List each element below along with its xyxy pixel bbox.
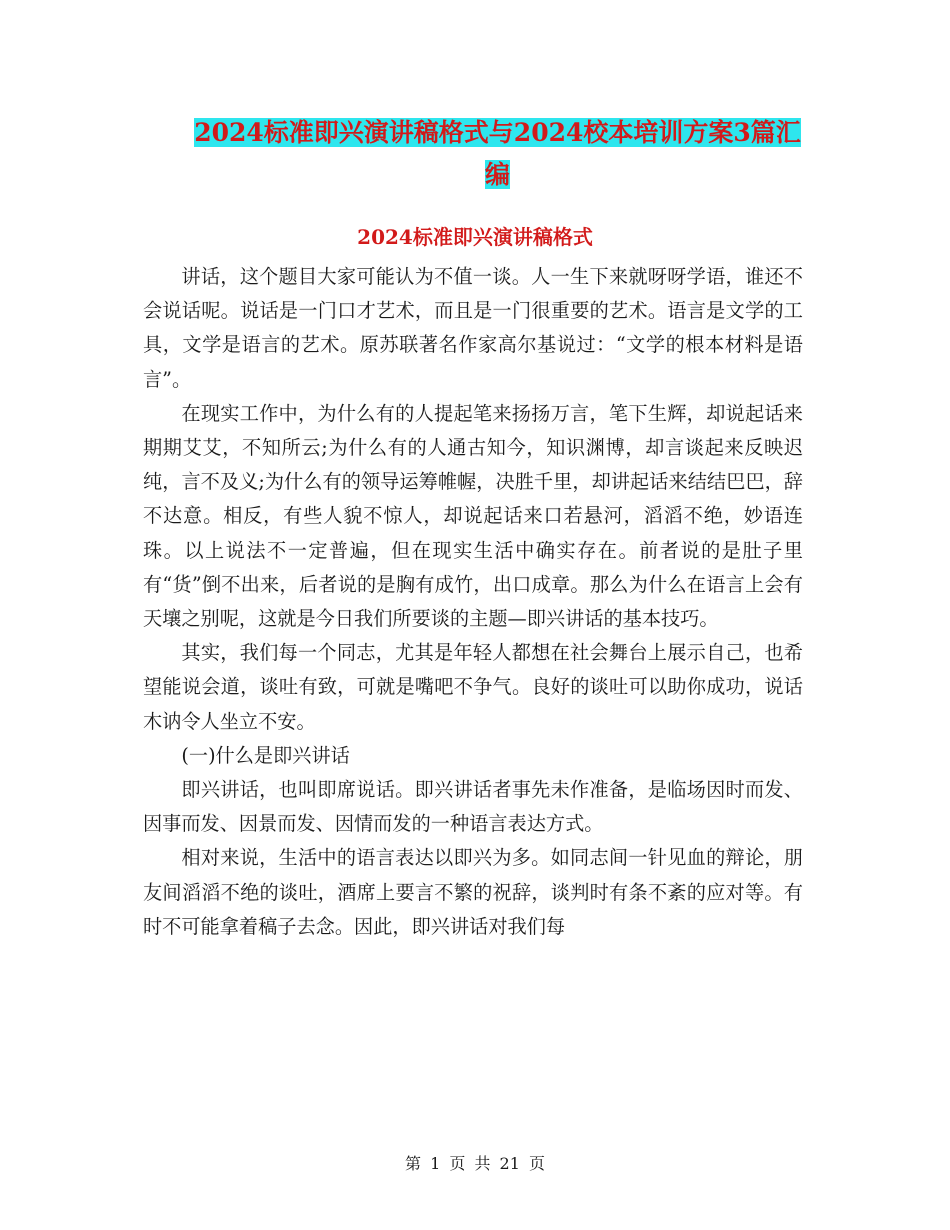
paragraph: 即兴讲话，也叫即席说话。即兴讲话者事先未作准备，是临场因时而发、因事而发、因景而发、因情而发的一种语言表达方式。 bbox=[143, 778, 803, 836]
paragraph: 其实，我们每一个同志，尤其是年轻人都想在社会舞台上展示自己，也希望能说会道，谈吐有致，可就是嘴吧不争气。良好的谈吐可以助你成功，说话木讷令人坐立不安。 bbox=[143, 641, 803, 733]
body-text bbox=[143, 260, 803, 944]
subheading: (一)什么是即兴讲话 bbox=[181, 743, 350, 767]
section-title: 2024标准即兴演讲稿格式 bbox=[357, 225, 593, 249]
page-footer: 第 1 页 共 21 页 bbox=[405, 1154, 545, 1173]
document-title-text: 2024标准即兴演讲稿格式与2024校本培训方案3篇汇编 bbox=[194, 118, 801, 189]
paragraph: 相对来说，生活中的语言表达以即兴为多。如同志间一针见血的辩论，朋友间滔滔不绝的谈吐，酒席上要言不繁的祝辞，谈判时有条不紊的应对等。有时不可能拿着稿子去念。因此，即兴讲话对我们每 bbox=[143, 846, 803, 938]
document-title bbox=[185, 112, 810, 196]
paragraph: 讲话，这个题目大家可能认为不值一谈。人一生下来就呀呀学语，谁还不会说话呢。说话是一门口才艺术，而且是一门很重要的艺术。语言是文学的工具，文学是语言的艺术。原苏联著名作家高尔基说过：“文学的根本材料是语言”。 bbox=[143, 265, 803, 391]
paragraph: 在现实工作中，为什么有的人提起笔来扬扬万言，笔下生辉，却说起话来期期艾艾，不知所云;为什么有的人通古知今，知识渊博，却言谈起来反映迟纯，言不及义;为什么有的领导运筹帷幄，决胜千里，却讲起话来结结巴巴，辞不达意。相反，有些人貌不惊人，却说起话来口若悬河，滔滔不绝，妙语连珠。以上说法不一定普遍，但在现实生活中确实存在。前者说的是肚子里有“货”倒不出来，后者说的是胸有成竹，出口成章。那么为什么在语言上会有天壤之别呢，这就是今日我们所要谈的主题—即兴讲话的基本技巧。 bbox=[143, 401, 803, 631]
